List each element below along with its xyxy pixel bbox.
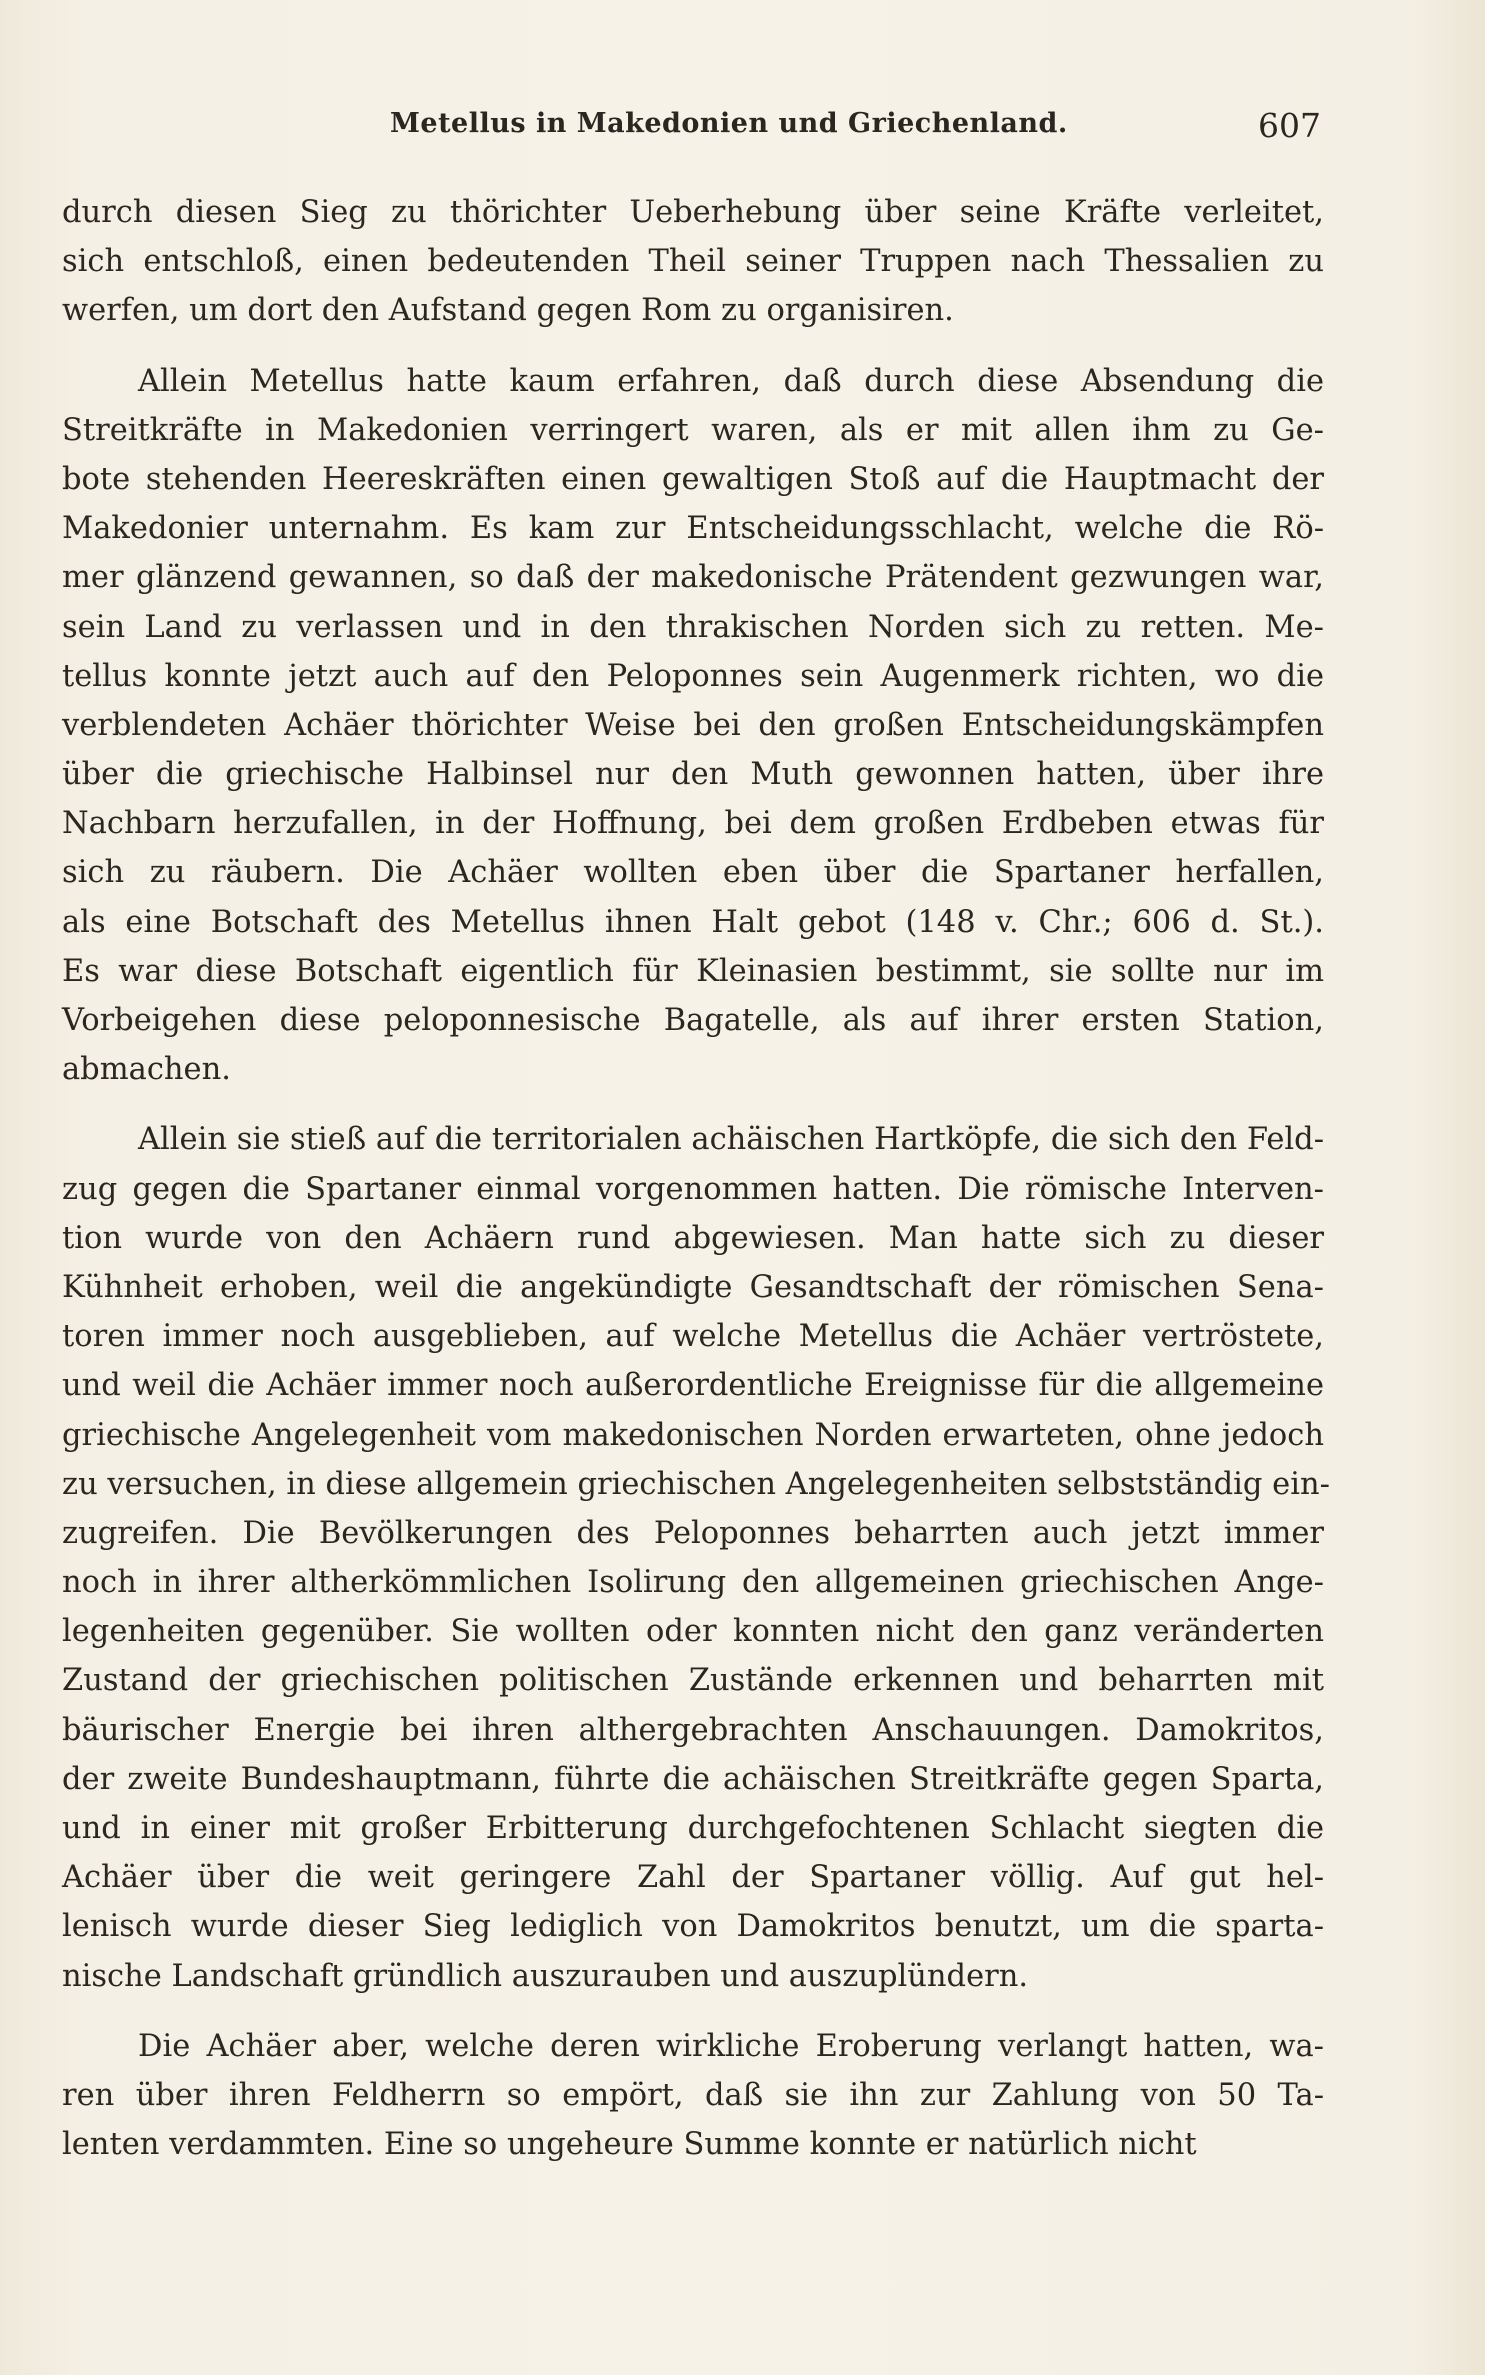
text-line: Kühnheit erhoben, weil die angekündigte Gesandtschaft der römischen Sena- (62, 1269, 1324, 1305)
page-number: 607 (1258, 106, 1321, 145)
text-line: verblendeten Achäer thörichter Weise bei den großen Entscheidungskämpfen (62, 707, 1324, 743)
paragraph (62, 1115, 1330, 2000)
paragraph (62, 357, 1324, 1095)
text-line: abmachen. (62, 1052, 231, 1088)
text-line: mer glänzend gewannen, so daß der makedonische Prätendent gezwungen war, (62, 560, 1324, 596)
text-line: sich entschloß, einen bedeutenden Theil seiner Truppen nach Thessalien zu (62, 244, 1324, 280)
running-title: Metellus in Makedonien und Griechenland. (390, 108, 1068, 139)
text-line: Es war diese Botschaft eigentlich für Kleinasien bestimmt, sie sollte nur im (62, 953, 1324, 989)
text-line: durch diesen Sieg zu thörichter Ueberhebung über seine Kräfte verleitet, (62, 195, 1324, 230)
text-line: lenisch wurde dieser Sieg lediglich von Damokritos benutzt, um die sparta- (62, 1909, 1324, 1945)
text-line: zu versuchen, in diese allgemein griechischen Angelegenheiten selbstständig ein- (62, 1466, 1330, 1502)
text-line: tion wurde von den Achäern rund abgewiesen. Man hatte sich zu dieser (62, 1220, 1324, 1256)
text-line: über die griechische Halbinsel nur den Muth gewonnen hatten, über ihre (62, 757, 1324, 793)
paragraph (62, 2022, 1324, 2170)
text-line: Achäer über die weit geringere Zahl der Spartaner völlig. Auf gut hel- (62, 1860, 1324, 1896)
text-line: Vorbeigehen diese peloponnesische Bagatelle, als auf ihrer ersten Station, (62, 1003, 1324, 1038)
text-line: tellus konnte jetzt auch auf den Peloponnes sein Augenmerk richten, wo die (62, 658, 1324, 694)
text-line: bote stehenden Heereskräften einen gewaltigen Stoß auf die Hauptmacht der (62, 461, 1324, 497)
body-text (62, 188, 1330, 2190)
text-line: Die Achäer aber, welche deren wirkliche Eroberung verlangt hatten, wa- (138, 2028, 1324, 2064)
text-line: zugreifen. Die Bevölkerungen des Peloponnes beharrten auch jetzt immer (62, 1515, 1324, 1551)
text-line: werfen, um dort den Aufstand gegen Rom zu organisiren. (62, 293, 954, 329)
text-line: noch in ihrer altherkömmlichen Isolirung den allgemeinen griechischen Ange- (62, 1565, 1324, 1601)
text-line: bäurischer Energie bei ihren althergebrachten Anschauungen. Damokritos, (62, 1712, 1324, 1748)
text-line: und weil die Achäer immer noch außerordentliche Ereignisse für die allgemeine (62, 1368, 1324, 1404)
text-line: als eine Botschaft des Metellus ihnen Halt gebot (148 v. Chr.; 606 d. St.). (62, 904, 1324, 940)
running-head (0, 108, 1485, 148)
text-line: Allein Metellus hatte kaum erfahren, daß durch diese Absendung die (138, 363, 1324, 399)
text-line: Streitkräfte in Makedonien verringert waren, als er mit allen ihm zu Ge- (62, 412, 1324, 448)
text-line: Nachbarn herzufallen, in der Hoffnung, bei dem großen Erdbeben etwas für (62, 806, 1324, 842)
text-line: sein Land zu verlassen und in den thrakischen Norden sich zu retten. Me- (62, 609, 1324, 645)
text-line: lenten verdammten. Eine so ungeheure Summe konnte er natürlich nicht (62, 2127, 1197, 2163)
text-line: Allein sie stieß auf die territorialen achäischen Hartköpfe, die sich den Feld- (138, 1122, 1324, 1158)
text-line: sich zu räubern. Die Achäer wollten eben über die Spartaner herfallen, (62, 855, 1324, 891)
text-line: Zustand der griechischen politischen Zustände erkennen und beharrten mit (62, 1663, 1324, 1699)
paragraph (62, 188, 1324, 336)
text-line: der zweite Bundeshauptmann, führte die achäischen Streitkräfte gegen Sparta, (62, 1761, 1324, 1797)
text-line: und in einer mit großer Erbitterung durchgefochtenen Schlacht siegten die (62, 1811, 1324, 1846)
text-line: nische Landschaft gründlich auszurauben und auszuplündern. (62, 1958, 1029, 1994)
text-line: legenheiten gegenüber. Sie wollten oder konnten nicht den ganz veränderten (62, 1614, 1324, 1650)
text-line: Makedonier unternahm. Es kam zur Entscheidungsschlacht, welche die Rö- (62, 511, 1324, 547)
text-line: zug gegen die Spartaner einmal vorgenommen hatten. Die römische Interven- (62, 1171, 1324, 1207)
text-line: ren über ihren Feldherrn so empört, daß sie ihn zur Zahlung von 50 Ta- (62, 2077, 1324, 2113)
text-line: toren immer noch ausgeblieben, auf welche Metellus die Achäer vertröstete, (62, 1319, 1324, 1355)
text-line: griechische Angelegenheit vom makedonischen Norden erwarteten, ohne jedoch (62, 1417, 1324, 1453)
